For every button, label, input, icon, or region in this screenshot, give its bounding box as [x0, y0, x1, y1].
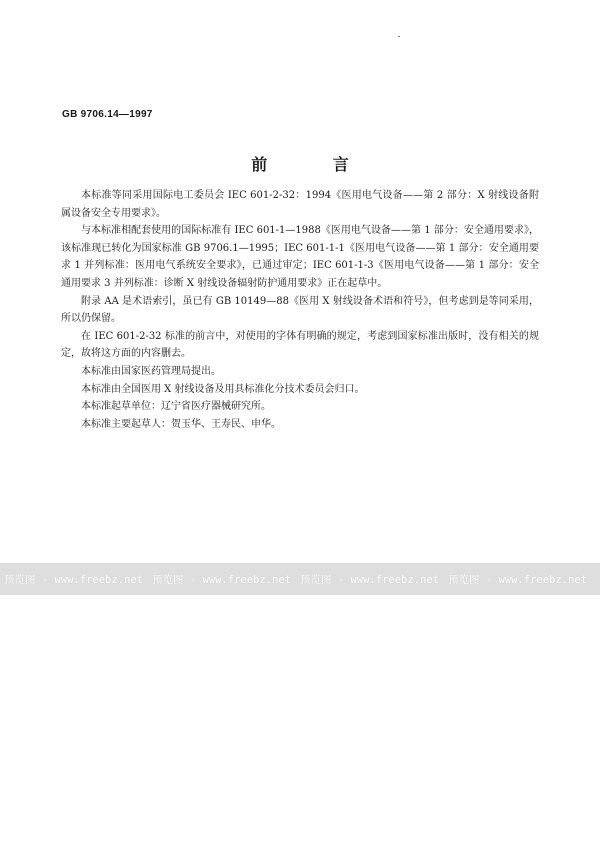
paragraph: 与本标准相配套使用的国际标准有 IEC 601-1—1988《医用电气设备——第 1 部分：安全通用要求》，该标准现已转化为国家标准 GB 9706.1—1995；IEC 601-1-1《医用电气设备——第 1 部分：安全通用要求 1 并列标准：医用电气系统安全要求》，已通过审定；IEC 601-1-3《医用电气设备——第 1 部分：安全通用要求 3 并列标准：诊断 X 射线设备辐射防护通用要求》正在起草中。 [61, 225, 539, 289]
paragraph: 本标准由全国医用 X 射线设备及用具标准化分技术委员会归口。 [81, 383, 365, 395]
page-title: 前 言 [251, 155, 379, 174]
preview-watermark-band [0, 563, 600, 595]
paragraph: 本标准主要起草人：贺玉华、王寿民、申华。 [81, 418, 281, 430]
watermark-track [0, 572, 592, 587]
paragraph: 附录 AA 是术语索引，虽已有 GB 10149—88《医用 X 射线设备术语和符号》，但考虑到是等同采用，所以仍保留。 [61, 295, 539, 325]
watermark-text: 预览图 - www.freebz.net [152, 573, 291, 586]
paragraph: 本标准由国家医药管理局提出。 [81, 365, 221, 377]
foreword-body [61, 187, 539, 433]
watermark-text: 预览图 - www.freebz.net [300, 573, 439, 586]
paragraph: 在 IEC 601-2-32 标准的前言中，对使用的字体有明确的规定，考虑到国家标准出版时，没有相关的规定，故将这方面的内容删去。 [61, 330, 539, 360]
watermark-text: 预览图 - www.freebz.net [448, 573, 587, 586]
paragraph: 本标准等同采用国际电工委员会 IEC 601-2-32：1994《医用电气设备——第 2 部分：X 射线设备附属设备安全专用要求》。 [61, 190, 539, 219]
watermark-text: 预览图 - www.freebz.net [4, 573, 143, 586]
standard-number: GB 9706.14—1997 [62, 109, 153, 120]
scan-speck [398, 36, 400, 37]
paragraph: 本标准起草单位：辽宁省医疗器械研究所。 [81, 401, 271, 413]
